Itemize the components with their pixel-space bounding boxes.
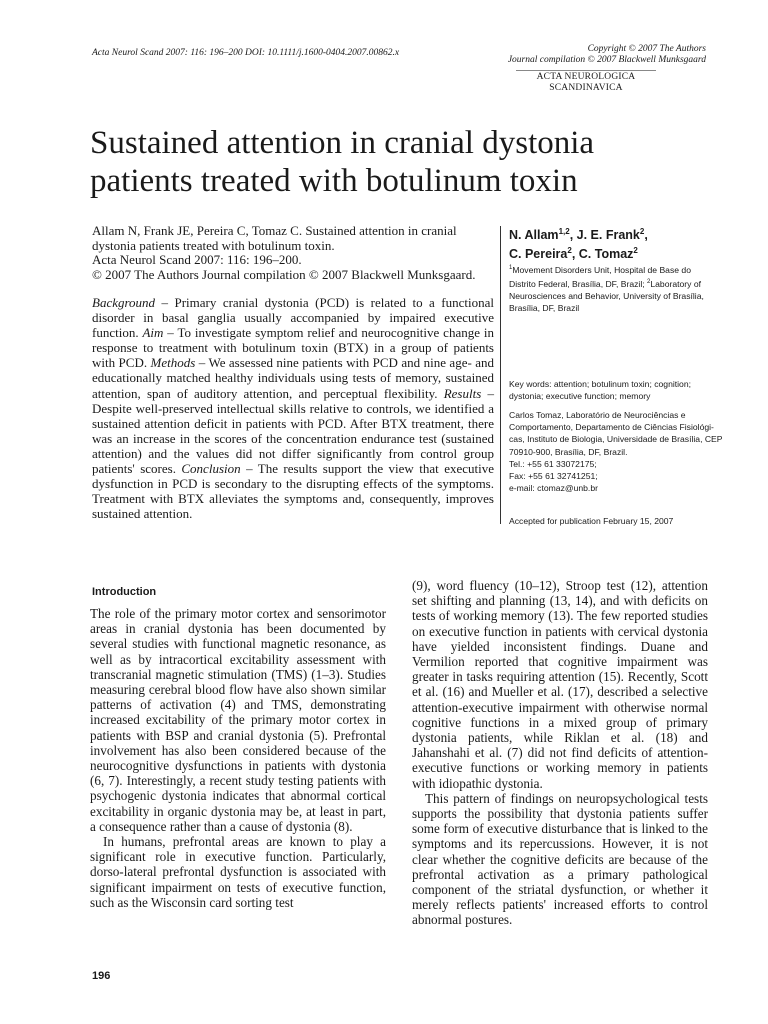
abstract	[92, 295, 494, 521]
abstract-conclusion-label: Conclusion	[181, 461, 241, 477]
citation-line: Acta Neurol Scand 2007: 116: 196–200.	[92, 252, 302, 268]
citation-line: dystonia patients treated with botulinum toxin.	[92, 237, 335, 253]
article-title	[90, 124, 690, 200]
affiliation-marker: 1	[509, 265, 513, 271]
correspondence-line: Carlos Tomaz, Laboratório de Neurociências e	[509, 410, 686, 420]
journal-compilation-line: Journal compilation © 2007 Blackwell Munksgaard	[507, 55, 706, 65]
correspondence	[509, 409, 723, 494]
author-name: , J. E. Frank	[569, 228, 640, 243]
keywords: Key words: attention; botulinum toxin; cognition; dystonia; executive function; memory	[509, 379, 692, 402]
author-affiliation-marker: 1,2	[558, 227, 570, 236]
author-name: , C. Tomaz	[571, 247, 634, 262]
journal-name-line2: SCANDINAVICA	[549, 83, 623, 93]
correspondence-line: 70910-900, Brasília, DF, Brazil.	[509, 446, 628, 457]
affiliation-text: Laboratory of Neurosciences and Behavior, University of Brasília, Brasília, DF, Brazil	[509, 278, 704, 314]
author-affiliation-marker: 2	[639, 227, 645, 236]
abstract-results-label: Results	[443, 385, 482, 401]
copyright-line: Copyright © 2007 The Authors	[587, 44, 706, 54]
author-affiliation-marker: 2	[633, 246, 638, 256]
citation-line: Allam N, Frank JE, Pereira C, Tomaz C. Sustained attention in cranial	[92, 223, 457, 238]
author-name: N. Allam	[509, 228, 559, 243]
correspondence-email: e-mail: ctomaz@unb.br	[509, 483, 598, 494]
correspondence-line: Comportamento, Departamento de Ciências Fisiológi-	[509, 422, 714, 433]
journal-name-line1: ACTA NEUROLOGICA	[536, 72, 636, 82]
abstract-aim-label: Aim	[142, 325, 164, 341]
copyright-block	[508, 44, 706, 66]
article-title-line2: patients treated with botulinum toxin	[90, 163, 578, 199]
affiliation-marker: 2	[647, 279, 651, 286]
author-list	[509, 224, 719, 262]
body-column-left	[90, 606, 386, 910]
correspondence-line: cas, Instituto de Biologia, Universidade de Brasília, CEP	[509, 434, 723, 445]
correspondence-tel: Tel.: +55 61 33072175;	[509, 458, 597, 469]
abstract-conclusion-text: – The results support the view that executive dysfunction in PCD is secondary to the disrupting effects of the symptoms. Treatment with BTX alleviates the symptoms and, consequently, improves sustained attention.	[92, 461, 494, 522]
abstract-background-text: – Primary cranial dystonia (PCD) is related to a functional disorder in basal ganglia usually accompanied by impaired executive function.	[92, 295, 494, 341]
sidebar-divider	[500, 226, 501, 524]
body-paragraph: In humans, prefrontal areas are known to play a significant role in executive function. Particularly, dorso-lateral prefrontal dysfunction is associated with significant impairment on tests of executive function, such as the Wisconsin card sorting test	[90, 834, 386, 910]
article-title-line1: Sustained attention in cranial dystonia	[90, 125, 595, 161]
body-paragraph: The role of the primary motor cortex and sensorimotor areas in cranial dystonia has been documented by several studies with functional magnetic resonance, as well as by intracortical excitability assessment with transcranial magnetic stimulation (TMS) (1–3). Studies measuring cerebral blood flow have also shown similar patterns of activation (4) and TMS, demonstrating increased excitability of the primary motor cortex in patients with BSP and cranial dystonia (5). Prefrontal involvement has also been considered because of the neurocognitive dysfunctions in patients with dystonia (6, 7). Interestingly, a recent study testing patients with psychogenic dystonia indicates that abnormal cortical excitability in organic dystonia may be, at least in part, a consequence rather than a cause of dystonia (8).	[90, 606, 386, 834]
correspondence-fax: Fax: +55 61 32741251;	[509, 471, 598, 482]
author-name: C. Pereira	[509, 247, 568, 262]
abstract-results-text: – Despite well-preserved intellectual skills relative to controls, we identified a sustained attention deficit in patients with PCD. After BTX treatment, there was an increase in the scores of the concentration endurance test (sustained attention) and the values did not differ significantly from control group patients' scores.	[92, 385, 494, 477]
affiliations	[509, 262, 719, 315]
section-heading-introduction: Introduction	[92, 586, 157, 598]
accepted-date: Accepted for publication February 15, 2007	[509, 516, 674, 526]
body-column-right	[412, 578, 708, 928]
citation-line: © 2007 The Authors Journal compilation © 2007 Blackwell Munksgaard.	[92, 266, 476, 282]
running-header-citation: Acta Neurol Scand 2007: 116: 196–200 DOI: 10.1111/j.1600-0404.2007.00862.x	[92, 48, 400, 58]
abstract-aim-text: – To investigate symptom relief and neurocognitive change in response to treatment with botulinum toxin (BTX) in a group of patients with PCD.	[92, 325, 494, 371]
abstract-methods-label: Methods	[150, 355, 196, 371]
author-affiliation-marker: 2	[567, 246, 572, 256]
abstract-methods-text: – We assessed nine patients with PCD and nine age- and educationally matched healthy individuals using tests of memory, sustained attention, span of auditory attention, and perceptual flexibility.	[92, 355, 494, 401]
author-separator: ,	[644, 228, 648, 243]
page-number: 196	[92, 970, 111, 982]
abstract-background-label: Background	[92, 295, 156, 310]
body-paragraph: (9), word fluency (10–12), Stroop test (12), attention set shifting and planning (13, 14), and with deficits on tests of working memory (13). The few reported studies on executive function in patients with cervical dystonia have yielded inconsistent findings. Duane and Vermilion reported that cognitive impairment was greater in tasks requiring attention (15). Recently, Scott et al. (16) and Mueller et al. (17), described a selective attention-executive impairment with otherwise normal cognitive functions in a mixed group of primary dystonia patients, while Riklan et al. (18) and Jahanshahi et al. (7) did not find deficits of attention-executive functions or working memory in patients with idiopathic dystonia.	[412, 578, 708, 791]
body-paragraph: This pattern of findings on neuropsychological tests supports the possibility that dystonia patients suffer some form of executive disturbance that is linked to the symptoms and its repercussions. However, it is not clear whether the cognitive deficits are because of the prefrontal activation as a primary pathological component of the striatal dysfunction, or whether it merely reflects patients' increased efforts to control abnormal postures.	[412, 790, 708, 928]
citation-block	[92, 224, 494, 282]
journal-name	[516, 70, 656, 94]
affiliation-text: Movement Disorders Unit, Hospital de Base do Distrito Federal, Brasília, DF, Brazil;	[509, 264, 691, 289]
